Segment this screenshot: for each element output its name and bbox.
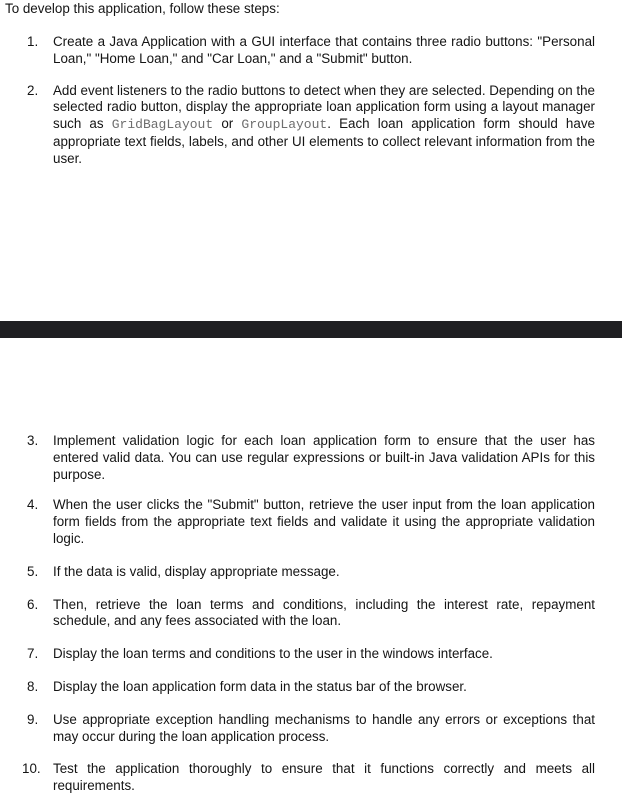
step-1 — [27, 34, 595, 68]
step-3 — [27, 433, 595, 483]
step-number: 6. — [27, 596, 39, 612]
step-text: Use appropriate exception handling mechanisms to handle any errors or exceptions that may occur during the loan application process. — [53, 711, 595, 744]
step-text-rest: . Each loan application form should have appropriate text fields, labels, and other UI elements to collect relevant information from the user. — [53, 116, 595, 166]
step-text: Display the loan application form data in the status bar of the browser. — [53, 678, 467, 694]
step-text: Display the loan terms and conditions to the user in the windows interface. — [53, 646, 493, 662]
step-number: 9. — [27, 711, 39, 727]
step-text: When the user clicks the "Submit" button, retrieve the user input from the loan application form fields from the appropriate text fields and validate it using the appropriate validation logic. — [53, 497, 595, 546]
intro-text: To develop this application, follow these steps: — [5, 1, 280, 16]
step-6 — [27, 597, 595, 631]
code-grouplayout: GroupLayout — [241, 117, 328, 133]
page-divider-bar — [0, 321, 622, 338]
code-gridbaglayout: GridBagLayout — [111, 117, 214, 133]
step-2 — [27, 83, 595, 168]
step-text: Test the application thoroughly to ensure that it functions correctly and meets all requirements. — [53, 761, 595, 794]
step-text: Add event listeners to the radio buttons to detect when they are selected. Depending on the selected radio button, display the appropriate loan application form using a layout manager such as — [53, 82, 595, 132]
step-7 — [27, 646, 595, 663]
steps-list-top — [27, 34, 595, 168]
step-number: 2. — [27, 82, 39, 98]
step-text: Then, retrieve the loan terms and conditions, including the interest rate, repayment schedule, and any fees associated with the loan. — [53, 596, 595, 629]
step-text: Implement validation logic for each loan application form to ensure that the user has entered valid data. You can use regular expressions or built-in Java validation APIs for this purpose. — [53, 433, 595, 482]
step-number: 3. — [27, 433, 39, 448]
step-text-or: or — [221, 116, 234, 132]
steps-list-bottom — [22, 433, 595, 795]
step-8 — [27, 679, 595, 696]
step-5 — [27, 564, 595, 581]
step-text: If the data is valid, display appropriate message. — [53, 563, 340, 579]
step-10 — [22, 761, 595, 795]
step-number: 7. — [27, 646, 39, 662]
step-text: Create a Java Application with a GUI interface that contains three radio buttons: "Personal Loan," "Home Loan," and "Car Loan," and a "Submit" button. — [53, 34, 595, 66]
step-4 — [27, 497, 595, 547]
step-number: 1. — [27, 34, 39, 49]
step-number: 8. — [27, 678, 39, 694]
step-9 — [27, 712, 595, 746]
step-number: 10. — [22, 761, 41, 777]
step-number: 4. — [27, 497, 39, 513]
step-number: 5. — [27, 563, 39, 579]
